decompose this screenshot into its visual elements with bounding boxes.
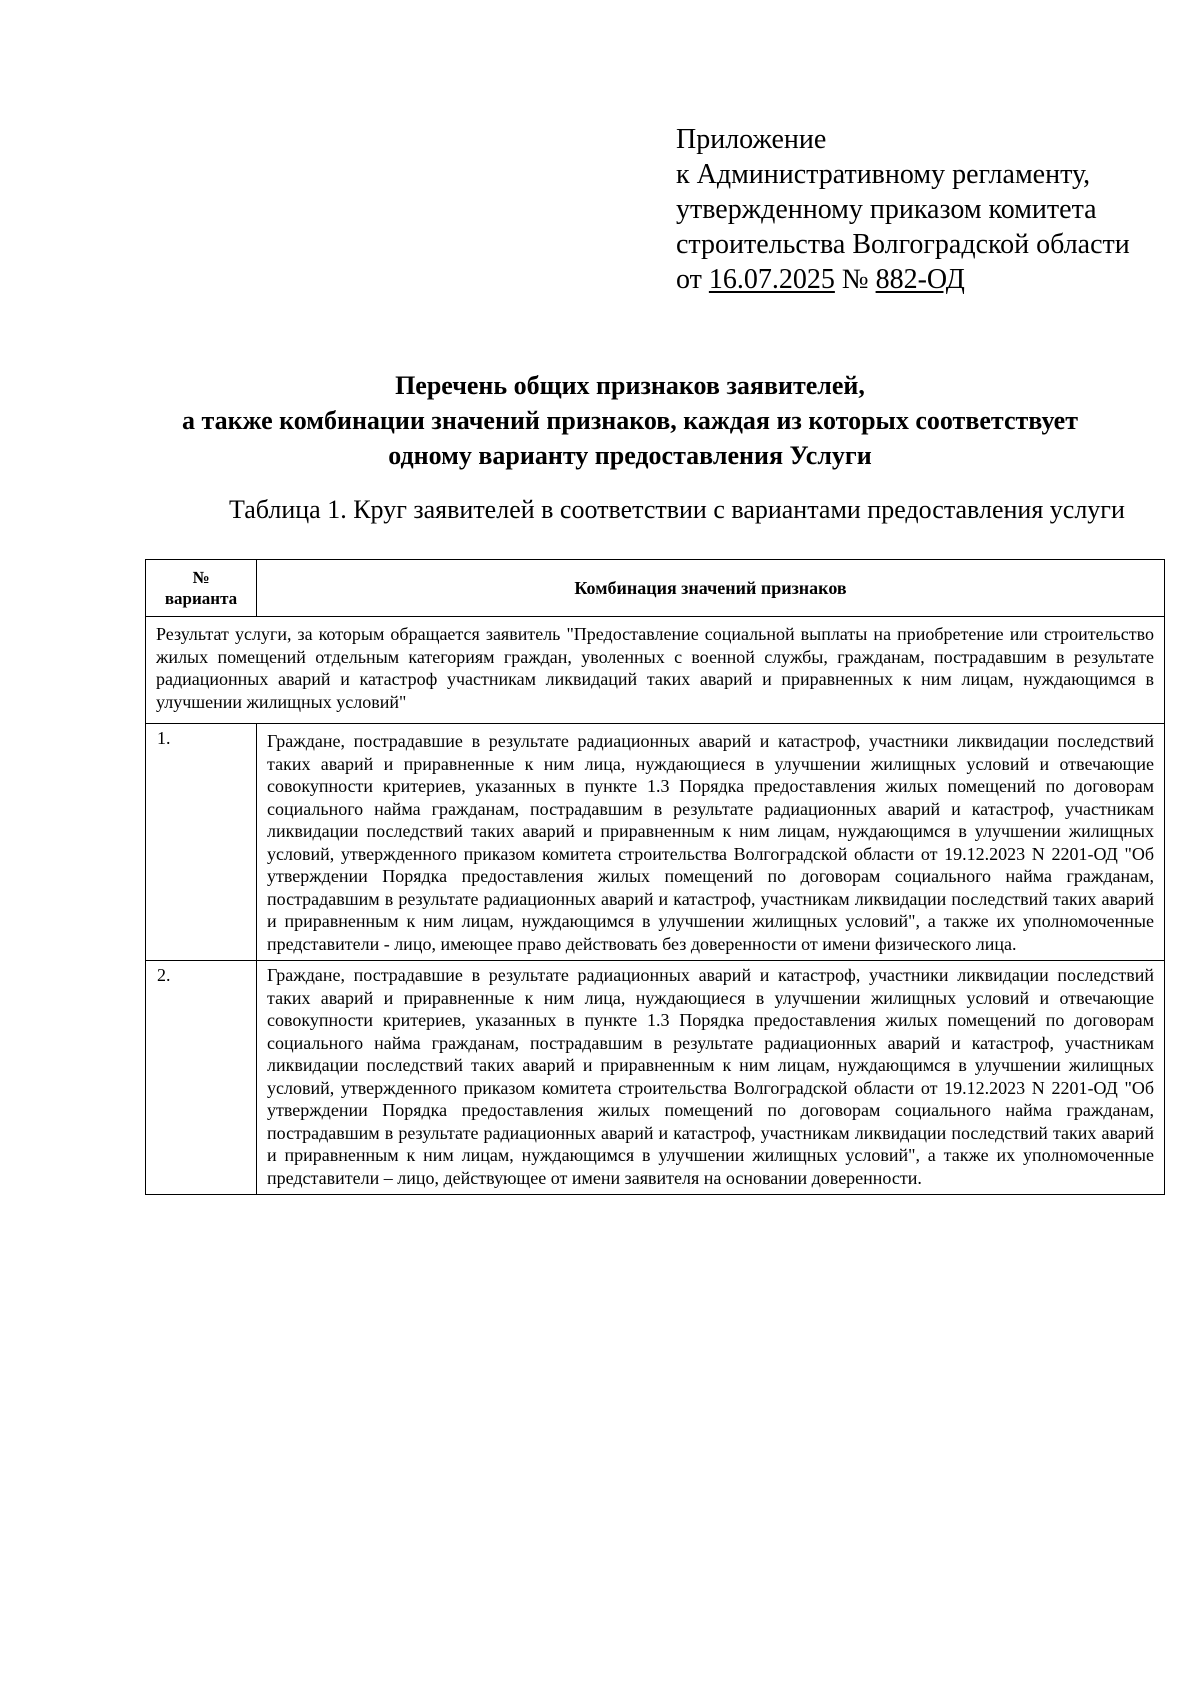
variant-description-cell: Граждане, пострадавшие в результате радиационных аварий и катастроф, участники ликвидации последствий таких аварий и приравненные к ним лица, нуждающиеся в улучшении жилищных условий и отвечающие совокупности критериев, указанных в пункте 1.3 Порядка предоставления жилых помещений по договорам социального найма гражданам, пострадавшим в результате радиационных аварий и катастроф, участникам ликвидации последствий таких аварий и приравненным к ним лицам, нуждающимся в улучшении жилищных условий, утвержденного приказом комитета строительства Волгоградской области от 19.12.2023 N 2201-ОД "Об утверждении Порядка предоставления жилых помещений по договорам социального найма гражданам, пострадавшим в результате радиационных аварий и катастроф, участникам ликвидации последствий таких аварий и приравненным к ним лицам, нуждающимся в улучшении жилищных условий", а также их уполномоченные представители – лицо, действующее от имени заявителя на основании доверенности.: [257, 961, 1165, 1195]
table-header-row: [146, 560, 1165, 617]
document-heading: [100, 368, 1160, 473]
appendix-date-line: [676, 262, 1156, 297]
appendix-line-committee: строительства Волгоградской области: [676, 229, 1130, 260]
table-row: [146, 961, 1165, 1195]
appendix-line-approved: утвержденному приказом комитета: [676, 194, 1097, 225]
variant-description-cell: Граждане, пострадавшие в результате радиационных аварий и катастроф, участники ликвидации последствий таких аварий и приравненные к ним лица, нуждающиеся в улучшении жилищных условий и отвечающие совокупности критериев, указанных в пункте 1.3 Порядка предоставления жилых помещений по договорам социального найма гражданам, пострадавшим в результате радиационных аварий и катастроф, участникам ликвидации последствий таких аварий и приравненным к ним лицам, нуждающимся в улучшении жилищных условий, утвержденного приказом комитета строительства Волгоградской области от 19.12.2023 N 2201-ОД "Об утверждении Порядка предоставления жилых помещений по договорам социального найма гражданам, пострадавшим в результате радиационных аварий и катастроф, участникам ликвидации последствий таких аварий и приравненным к ним лицам, нуждающимся в улучшении жилищных условий", а также их уполномоченные представители - лицо, имеющее право действовать без доверенности от имени физического лица.: [257, 724, 1165, 961]
appendix-block: [676, 122, 1156, 297]
appendix-line-regulation: к Административному регламенту,: [676, 159, 1091, 190]
table-caption-text: Таблица 1. Круг заявителей в соответствии с вариантами предоставления услуги: [229, 495, 1125, 524]
header-variant-label: варианта: [164, 589, 238, 608]
result-row: [146, 617, 1165, 724]
table-caption: [152, 494, 1149, 526]
order-number: 882-ОД: [875, 264, 965, 295]
heading-line-1: Перечень общих признаков заявителей,: [395, 371, 865, 400]
number-sign: №: [841, 264, 869, 295]
header-combination: Комбинация значений признаков: [257, 560, 1165, 617]
order-date: 16.07.2025: [708, 264, 835, 295]
header-variant-number: [146, 560, 257, 617]
variant-number-cell: 2.: [146, 961, 257, 1195]
table-row: [146, 724, 1165, 961]
heading-line-2: а также комбинации значений признаков, каждая из которых соответствует: [182, 406, 1078, 435]
applicants-table: [145, 559, 1165, 1195]
header-number-sign: №: [192, 568, 210, 587]
variant-number-cell: 1.: [146, 724, 257, 961]
result-cell: Результат услуги, за которым обращается заявитель "Предоставление социальной выплаты на приобретение или строительство жилых помещений отдельным категориям граждан, уволенных с военной службы, гражданам, пострадавшим в результате радиационных аварий и катастроф участникам ликвидаций таких аварий и приравненных к ним лицам, нуждающимся в улучшении жилищных условий": [146, 617, 1165, 724]
appendix-title: Приложение: [676, 124, 827, 155]
date-prefix: от: [676, 264, 702, 295]
heading-line-3: одному варианту предоставления Услуги: [388, 441, 872, 470]
